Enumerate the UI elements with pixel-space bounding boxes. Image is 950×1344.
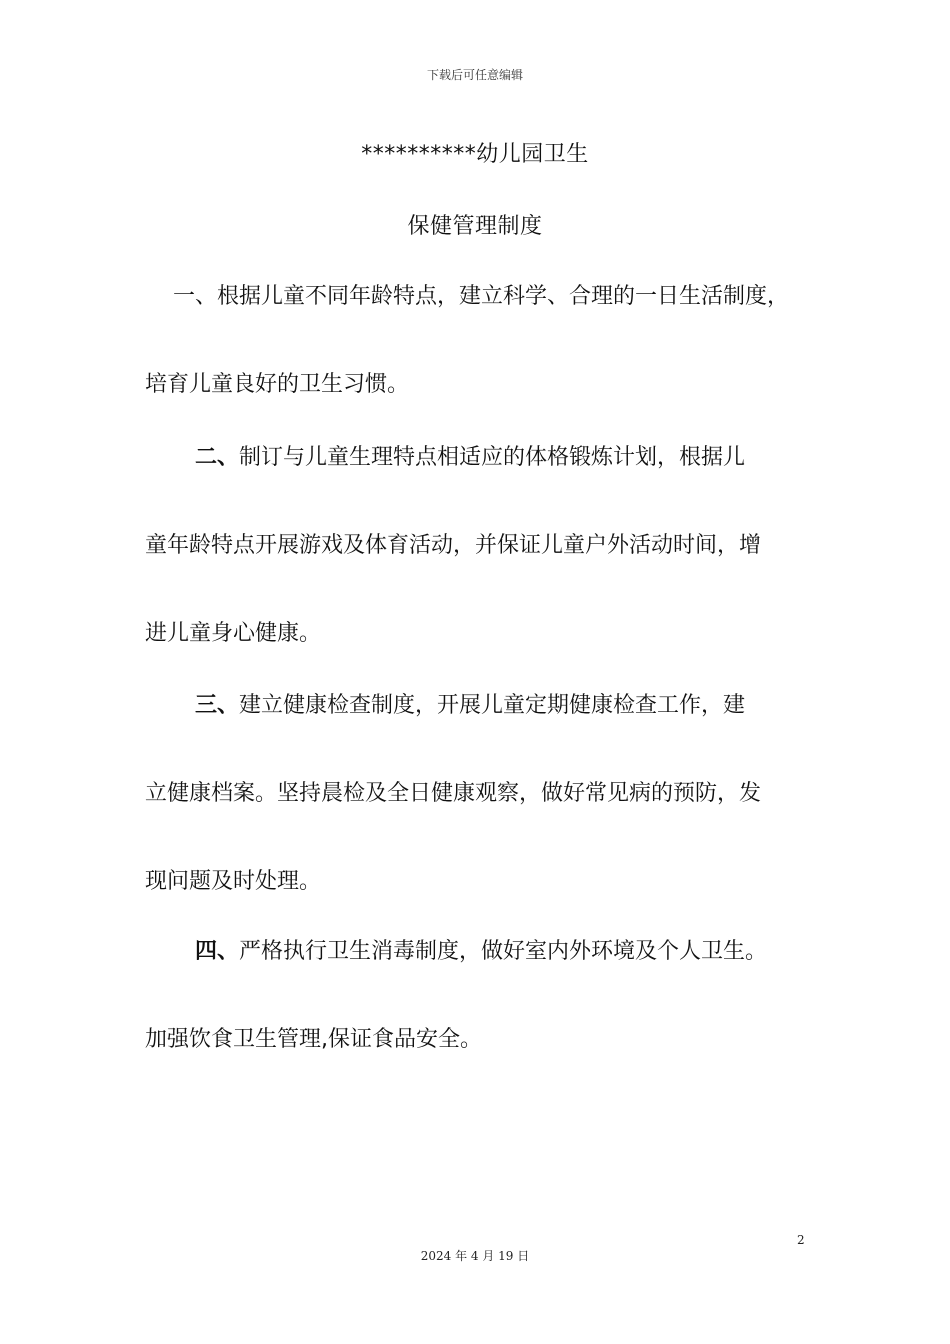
paragraph-line: 现问题及时处理。 [145, 869, 322, 894]
paragraph-line [145, 662, 825, 750]
paragraph-2 [145, 414, 825, 678]
paragraph-number: 二、 [195, 445, 240, 470]
paragraph-number: 一、 [173, 284, 218, 309]
paragraph-number: 三、 [195, 693, 240, 718]
paragraph-text: 制订与儿童生理特点相适应的体格锻炼计划，根据儿 [239, 445, 746, 470]
document-subtitle: 保健管理制度 [407, 214, 543, 239]
footer-date: 2024 年 4 月 19 日 [420, 1249, 530, 1263]
paragraph-line: 加强饮食卫生管理,保证食品安全。 [145, 1027, 482, 1052]
paragraph-3 [145, 662, 825, 926]
paragraph-line: 童年龄特点开展游戏及体育活动，并保证儿童户外活动时间，增 [145, 533, 762, 558]
paragraph-line [145, 253, 825, 341]
paragraph-line [145, 414, 825, 502]
paragraph-line: 进儿童身心健康。 [145, 621, 322, 646]
paragraph-1 [145, 253, 825, 429]
header-note: 下载后可任意编辑 [426, 68, 523, 82]
document-title: **********幼儿园卫生 [361, 142, 589, 167]
paragraph-text: 严格执行卫生消毒制度，做好室内外环境及个人卫生。 [239, 939, 768, 964]
paragraph-text: 根据儿童不同年龄特点，建立科学、合理的一日生活制度， [217, 284, 790, 309]
paragraph-line [145, 908, 825, 996]
page-number: 2 [797, 1233, 805, 1247]
paragraph-text: 建立健康检查制度，开展儿童定期健康检查工作，建 [239, 693, 746, 718]
paragraph-line: 培育儿童良好的卫生习惯。 [145, 372, 410, 397]
paragraph-line: 立健康档案。坚持晨检及全日健康观察，做好常见病的预防，发 [145, 781, 762, 806]
paragraph-number: 四、 [195, 939, 240, 964]
paragraph-4 [145, 908, 825, 1084]
